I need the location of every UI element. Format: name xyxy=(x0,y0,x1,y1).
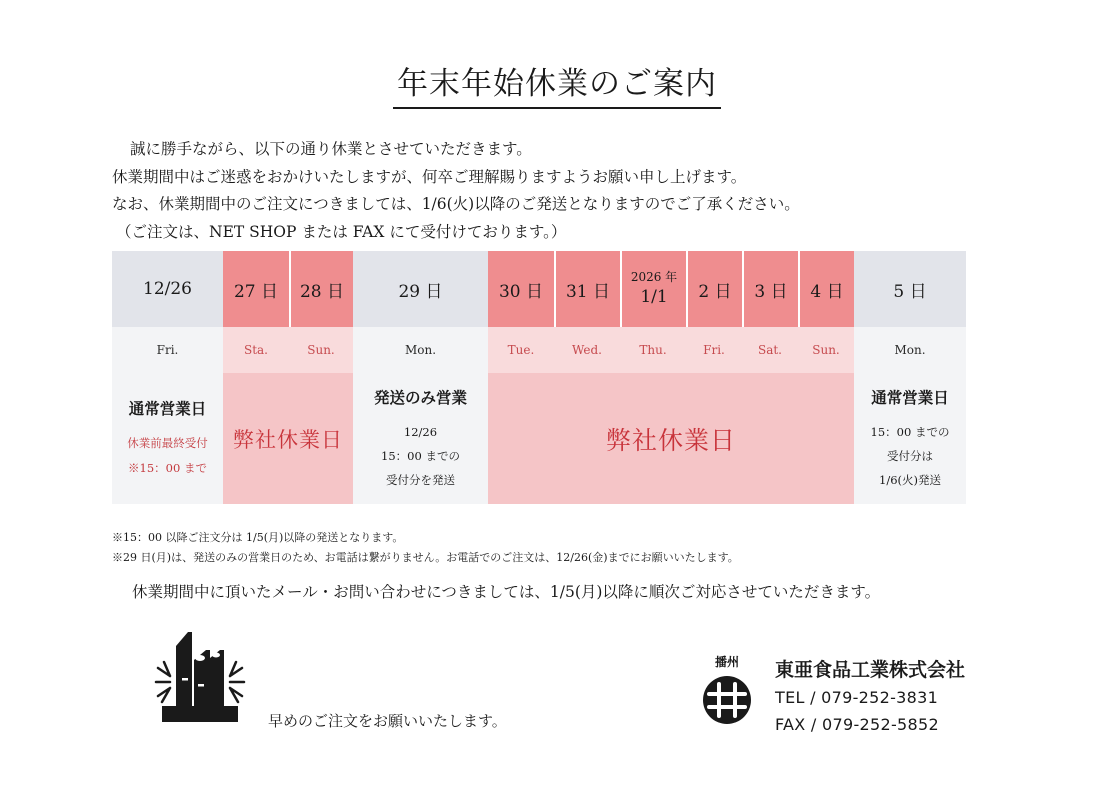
intro-line: 誠に勝手ながら、以下の通り休業とさせていただきます。 xyxy=(130,140,532,158)
status-note: 休業前最終受付 xyxy=(127,435,208,450)
date-cell: 4 日 xyxy=(798,251,854,327)
weekday-cell: Wed. xyxy=(554,327,620,373)
date-cell: 29 日 xyxy=(353,251,488,327)
kadomatsu-icon xyxy=(152,626,248,728)
mail-inquiry-note: 休業期間中に頂いたメール・お問い合わせにつきましては、1/5(月)以降に順次ご対応させていただきます。 xyxy=(132,583,881,601)
weekday-cell: Sun. xyxy=(798,327,854,373)
status-line: 受付分を発送 xyxy=(386,472,455,487)
intro-text xyxy=(112,136,800,246)
status-jan5 xyxy=(854,373,966,504)
weekday-cell: Mon. xyxy=(854,327,966,373)
status-note: ※15：00 まで xyxy=(128,460,207,475)
status-dec26 xyxy=(112,373,223,504)
date-cell: 27 日 xyxy=(223,251,289,327)
date-cell: 31 日 xyxy=(554,251,620,327)
company-name: 東亜食品工業株式会社 xyxy=(775,659,966,681)
footnotes xyxy=(112,528,739,568)
date-cell: 5 日 xyxy=(854,251,966,327)
status-line: 15：00 までの xyxy=(381,448,460,463)
company-tel: TEL / 079-252-3831 xyxy=(775,688,939,707)
holiday-schedule-table xyxy=(112,251,966,504)
company-logo-icon xyxy=(700,652,754,734)
date-cell: 30 日 xyxy=(488,251,554,327)
date-cell: 28 日 xyxy=(289,251,353,327)
status-line: 12/26 xyxy=(403,424,438,439)
logo-text: 播州 xyxy=(714,655,740,669)
footnote: ※29 日(月)は、発送のみの営業日のため、お電話は繋がりません。お電話でのご注文は、12/26(金)までにお願いいたします。 xyxy=(112,551,739,564)
weekday-cell: Sun. xyxy=(289,327,353,373)
closed-label: 弊社休業日 xyxy=(233,427,343,452)
weekday-cell: Sta. xyxy=(223,327,289,373)
status-weekend-closed xyxy=(223,373,353,504)
status-heading: 通常営業日 xyxy=(871,387,949,407)
status-newyear-closed xyxy=(488,373,854,504)
intro-line: なお、休業期間中のご注文につきましては、1/6(火)以降のご発送となりますのでご了承ください。 xyxy=(112,195,800,213)
status-line: 受付分は xyxy=(887,448,933,463)
weekday-cell: Fri. xyxy=(112,327,223,373)
intro-line: （ご注文は、NET SHOP または FAX にて受付けております。） xyxy=(116,222,567,241)
intro-line: 休業期間中はご迷惑をおかけいたしますが、何卒ご理解賜りますようお願い申し上げます。 xyxy=(112,167,747,186)
closed-label: 弊社休業日 xyxy=(605,425,736,455)
page-title-text: 年末年始休業のご案内 xyxy=(393,58,721,109)
weekday-cell: Mon. xyxy=(353,327,488,373)
status-heading: 発送のみ営業 xyxy=(373,387,467,407)
weekday-cell: Sat. xyxy=(742,327,798,373)
date-cell-newyear xyxy=(620,251,686,327)
weekday-cell: Fri. xyxy=(686,327,742,373)
status-heading: 通常営業日 xyxy=(128,398,207,418)
date-cell: 12/26 xyxy=(112,251,223,327)
date-cell: 3 日 xyxy=(742,251,798,327)
closing-message: 早めのご注文をお願いいたします。 xyxy=(268,712,507,730)
status-line: 1/6(火)発送 xyxy=(879,472,941,487)
status-line: 15：00 までの xyxy=(870,424,950,439)
footnote: ※15：00 以降ご注文分は 1/5(月)以降の発送となります。 xyxy=(112,531,404,544)
status-dec29 xyxy=(353,373,488,504)
year-label: 2026 年 xyxy=(630,270,678,285)
weekday-cell: Thu. xyxy=(620,327,686,373)
company-fax: FAX / 079-252-5852 xyxy=(775,715,939,734)
date-label: 1/1 xyxy=(640,286,668,307)
weekday-cell: Tue. xyxy=(488,327,554,373)
date-cell: 2 日 xyxy=(686,251,742,327)
page-title xyxy=(0,58,1114,109)
